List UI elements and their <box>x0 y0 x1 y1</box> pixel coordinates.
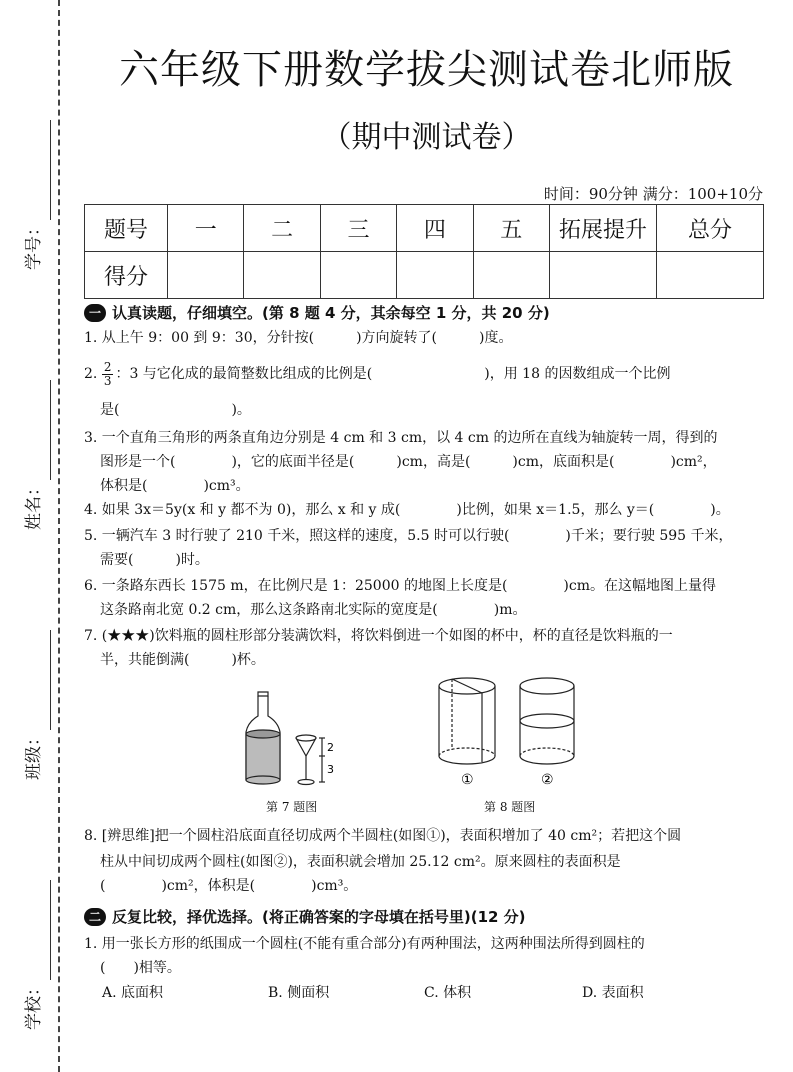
cup-rim <box>296 735 316 741</box>
section-2-text: 反复比较，择优选择。(将正确答案的字母填在括号里)(12 分) <box>112 908 526 926</box>
score-table <box>84 204 764 299</box>
school-underline <box>50 880 51 980</box>
score-table-score-row <box>85 252 764 299</box>
section-1-text: 认真读题，仔细填空。(第 8 题 4 分，其余每空 1 分，共 20 分) <box>112 304 550 322</box>
figure-8-label-2: ② <box>541 772 554 788</box>
score-table-cell: 四 <box>397 205 473 252</box>
figure-7-caption: 第 7 题图 <box>266 800 318 814</box>
figure-8-label-1: ① <box>461 772 474 788</box>
cylinder-2-base-front <box>520 756 574 764</box>
figure-7-bottle-and-cup <box>236 690 366 790</box>
bottle-base <box>246 776 280 784</box>
dim-label-2: 2 <box>327 741 334 754</box>
score-input-cell[interactable] <box>473 252 549 299</box>
question-2-line-1: ：3 与它化成的最简整数比组成的比例是( )，用 18 的因数组成一个比例 <box>115 366 671 382</box>
fraction-two-thirds <box>102 361 114 388</box>
dim-label-3: 3 <box>327 763 334 776</box>
question-2 <box>84 360 764 388</box>
score-input-cell[interactable] <box>168 252 244 299</box>
question-3-line-2: 图形是一个( )，它的底面半径是( )cm，高是( )cm，底面积是( )cm²， <box>100 454 717 470</box>
score-table-cell: 总分 <box>657 205 764 252</box>
score-table-header-row <box>85 205 764 252</box>
cylinder-2-top <box>520 678 574 694</box>
school-label: 学校： <box>24 979 44 1030</box>
section-1-badge: 一 <box>84 304 106 322</box>
score-input-cell[interactable] <box>550 252 657 299</box>
score-row-label: 得分 <box>85 252 168 299</box>
student-number-underline <box>50 120 51 220</box>
cylinder-2-base-back <box>520 748 574 756</box>
question-2-number: 2. <box>84 366 98 382</box>
name-underline <box>50 380 51 480</box>
page-title: 六年级下册数学拔尖测试卷北师版 <box>119 47 734 93</box>
question-7-line-2: 半，共能倒满( )杯。 <box>100 652 265 668</box>
student-number-label: 学号： <box>24 219 44 270</box>
question-7-line-1: 7. (★★★)饮料瓶的圆柱形部分装满饮料，将饮料倒进一个如图的杯中，杯的直径是饮料瓶的一 <box>84 628 673 644</box>
question-8-line-3: ( )cm²，体积是( )cm³。 <box>100 878 358 894</box>
cylinder-2-middle-cut <box>520 714 574 728</box>
score-table-cell: 五 <box>473 205 549 252</box>
option-c[interactable]: C. 体积 <box>424 985 472 1001</box>
class-label: 班级： <box>24 729 44 780</box>
cylinder-1-base-back <box>439 748 495 756</box>
student-number-field[interactable] <box>14 120 54 270</box>
section-1-heading <box>84 302 550 323</box>
binding-margin-line <box>58 0 60 1072</box>
time-info: 时间：90分钟 满分：100+10分 <box>543 185 763 203</box>
question-5-line-1: 5. 一辆汽车 3 时行驶了 210 千米，照这样的速度，5.5 时可以行驶( )千米；要行驶 595 千米， <box>84 528 733 544</box>
bottle-liquid-top <box>246 730 280 738</box>
fraction-numerator: 2 <box>103 359 112 374</box>
school-field[interactable] <box>14 880 54 1030</box>
question-4: 4. 如果 3x＝5y(x 和 y 都不为 0)，那么 x 和 y 成( )比例，如果 x＝1.5，那么 y＝( )。 <box>84 502 730 518</box>
score-table-cell: 一 <box>168 205 244 252</box>
class-underline <box>50 630 51 730</box>
score-input-cell[interactable] <box>397 252 473 299</box>
mc-question-1-line-2: ( )相等。 <box>100 960 181 976</box>
cylinder-1-base-front <box>439 756 495 764</box>
score-table-cell: 三 <box>320 205 396 252</box>
mc-question-1-line-1: 1. 用一张长方形的纸围成一个圆柱(不能有重合部分)有两种围法，这两种围法所得到圆柱的 <box>84 936 645 952</box>
cup-foot <box>298 780 314 785</box>
page-subtitle: （期中测试卷） <box>321 120 532 155</box>
bottle-liquid <box>246 734 280 780</box>
score-table-cell: 题号 <box>85 205 168 252</box>
section-2-heading <box>84 906 526 927</box>
section-2-badge: 二 <box>84 908 106 926</box>
name-field[interactable] <box>14 380 54 530</box>
question-2-line-2: 是( )。 <box>100 402 251 418</box>
score-table-cell: 拓展提升 <box>550 205 657 252</box>
score-input-cell[interactable] <box>657 252 764 299</box>
class-field[interactable] <box>14 630 54 780</box>
question-8-line-1: 8. [辨思维]把一个圆柱沿底面直径切成两个半圆柱(如图①)，表面积增加了 40 cm²；若把这个圆 <box>84 828 682 844</box>
question-5-line-2: 需要( )时。 <box>100 552 209 568</box>
question-8-line-2: 柱从中间切成两个圆柱(如图②)，表面积就会增加 25.12 cm²。原来圆柱的表面积是 <box>100 854 621 870</box>
fraction-denominator: 3 <box>103 373 112 388</box>
bottle-cap <box>258 692 268 696</box>
figure-8-caption: 第 8 题图 <box>484 800 536 814</box>
score-table-cell: 二 <box>244 205 320 252</box>
score-input-cell[interactable] <box>244 252 320 299</box>
figure-8-cylinders <box>432 676 582 796</box>
name-label: 姓名： <box>24 479 44 530</box>
question-3-line-1: 3. 一个直角三角形的两条直角边分别是 4 cm 和 3 cm，以 4 cm 的边所在直线为轴旋转一周，得到的 <box>84 430 718 446</box>
score-input-cell[interactable] <box>320 252 396 299</box>
question-3-line-3: 体积是( )cm³。 <box>100 478 250 494</box>
option-b[interactable]: B. 侧面积 <box>268 985 330 1001</box>
question-6-line-1: 6. 一条路东西长 1575 m，在比例尺是 1：25000 的地图上长度是( )cm。在这幅地图上量得 <box>84 578 716 594</box>
question-1: 1. 从上午 9：00 到 9：30，分针按( )方向旋转了( )度。 <box>84 330 513 346</box>
question-6-line-2: 这条路南北宽 0.2 cm，那么这条路南北实际的宽度是( )m。 <box>100 602 527 618</box>
option-d[interactable]: D. 表面积 <box>582 985 644 1001</box>
option-a[interactable]: A. 底面积 <box>102 985 164 1001</box>
